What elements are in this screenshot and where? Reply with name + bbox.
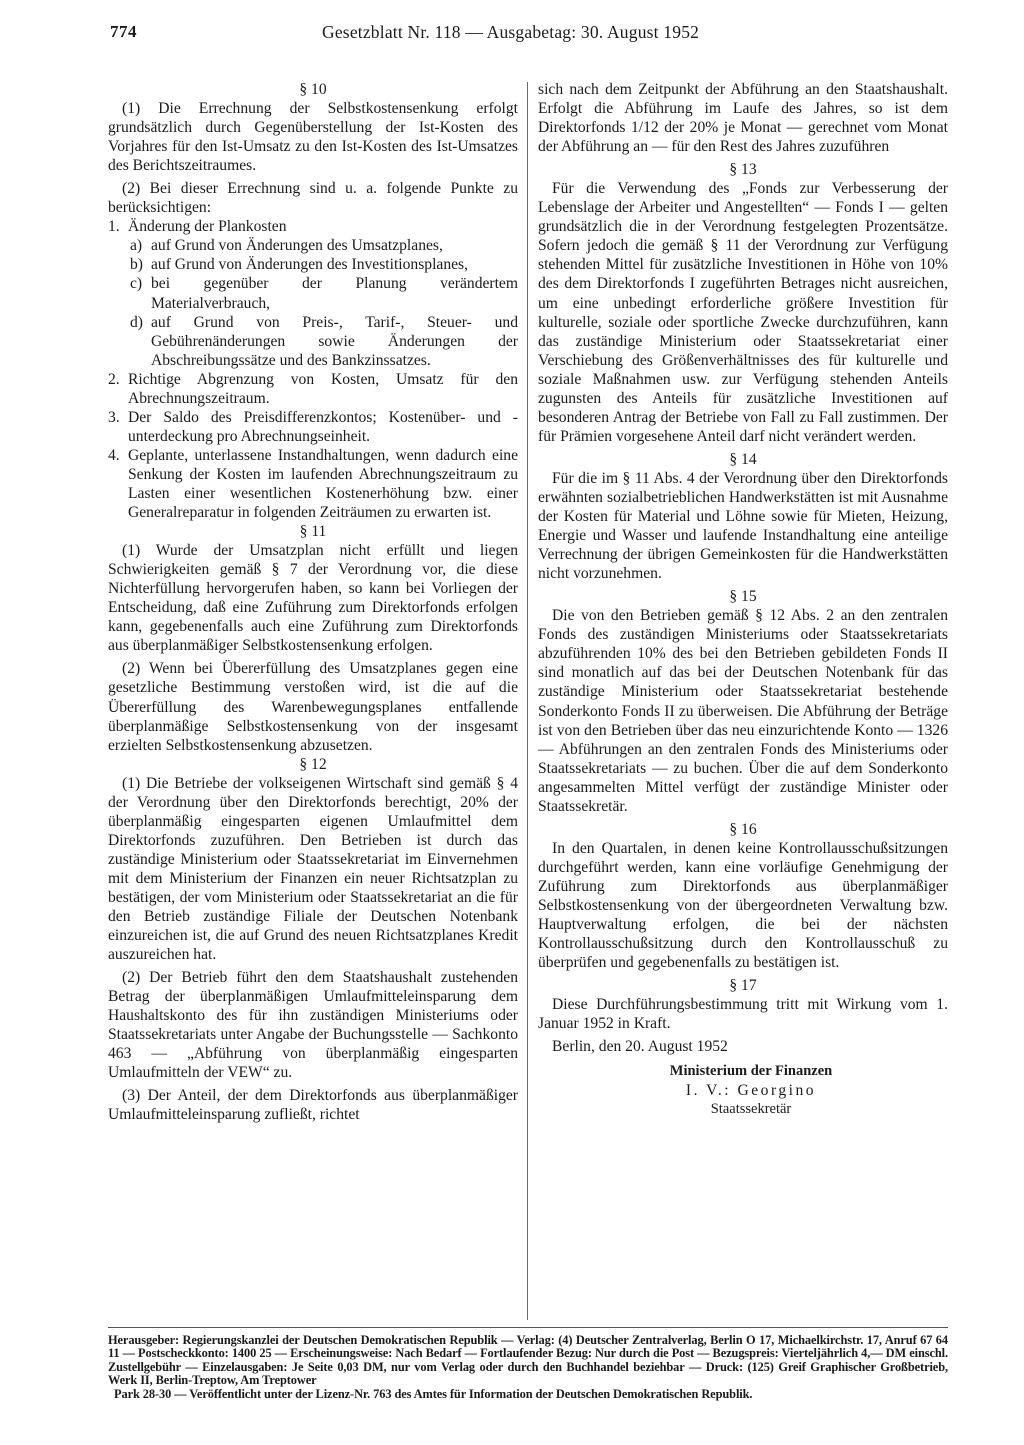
section-12-paragraph-2: (2) Der Betrieb führt den dem Staatshaushalt zustehenden Betrag der überplanmäßigen Umlaufmitteleinsparung dem Haushaltskonto des für ihn zuständigen Ministeriums oder Staatssekretariats unter Angabe der Buchungsstelle — Sachkonto 463 — „Abführung von überplanmäßig eingesparten Umlaufmitteln der VEW“ zu. xyxy=(108,969,518,1082)
list-item-number: 1. xyxy=(108,218,120,236)
list-item xyxy=(108,446,518,522)
section-10-heading: § 10 xyxy=(299,81,327,98)
right-column xyxy=(538,80,948,1119)
list-item-number: 2. xyxy=(108,370,120,388)
section-12-heading: § 12 xyxy=(299,755,327,773)
page-number: 774 xyxy=(110,22,137,41)
list-item xyxy=(108,370,518,408)
column-divider xyxy=(527,82,528,1320)
sub-list-item xyxy=(130,255,518,274)
sub-list-item-text: auf Grund von Änderungen des Umsatzplanes, xyxy=(151,237,443,255)
list-item xyxy=(108,217,518,236)
sub-list-item-text: auf Grund von Preis-, Tarif-, Steuer- und Gebührenänderungen sowie Änderungen der Abschreibungssätze und des Bankzinssatzes. xyxy=(151,313,518,369)
section-10-paragraph-1: (1) Die Errechnung der Selbstkostensenkung erfolgt grundsätzlich durch Gegenüberstellung der Ist-Kosten des Vorjahres für den Ist-Umsatz zu den Ist-Kosten des Ist-Umsatzes des Berichtszeitraumes. xyxy=(108,100,518,175)
section-17-paragraph: Diese Durchführungsbestimmung tritt mit Wirkung vom 1. Januar 1952 in Kraft. xyxy=(538,996,948,1033)
sub-list-item xyxy=(130,274,518,312)
section-12-paragraph-3: (3) Der Anteil, der dem Direktorfonds aus überplanmäßiger Umlaufmitteleinsparung zufließt, richtet xyxy=(108,1087,518,1124)
section-14-heading: § 14 xyxy=(729,450,757,468)
section-14-paragraph: Für die im § 11 Abs. 4 der Verordnung über den Direktorfonds erwähnten sozialbetrieblichen Handwerkstätten ist mit Ausnahme der Kosten für Material und Löhne sowie für Mieten, Heizung, Energie und Wasser und laufende Instandhaltung eine anteilige Verrechnung der übrigen Gemeinkosten für die Handwerkstätten nicht vorzunehmen. xyxy=(538,469,948,583)
sub-list-item-letter: b) xyxy=(130,256,143,274)
left-column xyxy=(108,80,518,1125)
list-item xyxy=(108,408,518,446)
signature-title: Staatssekretär xyxy=(710,1101,792,1118)
section-12-continuation: sich nach dem Zeitpunkt der Abführung an den Staatshaushalt. Erfolgt die Abführung im Laufe des Jahres, so ist dem Direktorfonds 1/12 der 20% je Monat — gerechnet vom Monat der Abführung an — für den Rest des Jahres zuzuführen xyxy=(538,81,948,156)
section-11-heading: § 11 xyxy=(299,523,327,541)
imprint-divider xyxy=(108,1327,948,1328)
section-11-paragraph-2: (2) Wenn bei Übererfüllung des Umsatzplanes gegen eine gesetzliche Bestimmung verstoßen wird, ist die auf die Übererfüllung des Warenbewegungsplanes entfallende überplanmäßige Selbstkostensenkung von der insgesamt erzielten Selbstkostensenkung abzusetzen. xyxy=(108,660,518,754)
imprint-text: Herausgeber: Regierungskanzlei der Deutschen Demokratischen Republik — Verlag: (4) Deutscher Zentralverlag, Berlin O 17, Michaelkirchstr. 17, Anruf 67 64 11 — Postscheckkonto: 1400 25 — Erscheinungsweise: Nach Bedarf — Fortlaufender Bezug: Nur durch die Post — Bezugspreis: Vierteljährlich 4,— DM einschl. Zustellgebühr — Einzelausgaben: Je Seite 0,03 DM, nur vom Verlag oder durch den Buchhandel beziehbar — Druck: (125) Greif Graphischer Großbetrieb, Werk II, Berlin-Treptow, Am Treptower xyxy=(108,1333,948,1388)
section-10-paragraph-2: (2) Bei dieser Errechnung sind u. a. folgende Punkte zu berücksichtigen: xyxy=(108,180,518,217)
sub-list-item xyxy=(130,313,518,370)
sub-list-item-letter: c) xyxy=(130,275,143,293)
section-16-paragraph: In den Quartalen, in denen keine Kontrollausschußsitzungen durchgeführt werden, kann eine vorläufige Genehmigung der Zuführung zum Direktorfonds aus überplanmäßiger Selbstkostensenkung von der übergeordneten Verwaltung bzw. Hauptverwaltung erfolgen, die bei der nächsten Kontrollausschußsitzung durch den Kontrollausschuß zu überprüfen und gegebenenfalls zu bestätigen ist. xyxy=(538,839,948,972)
signature-place-date: Berlin, den 20. August 1952 xyxy=(552,1038,728,1056)
imprint-last-line: Park 28-30 — Veröffentlicht unter der Lizenz-Nr. 763 des Amtes für Information der Deutschen Demokratischen Republik. xyxy=(114,1386,753,1401)
list-item-text: Geplante, unterlassene Instandhaltungen, wenn dadurch eine Senkung der Kosten im laufenden Abrechnungszeitraum zu Lasten einer wesentlichen Kostenerhöhung bzw. einer Generalreparatur in folgenden Zeiträumen zu erwarten ist. xyxy=(128,446,518,522)
section-15-paragraph: Die von den Betrieben gemäß § 12 Abs. 2 an den zentralen Fonds des zuständigen Ministeriums oder Staatssekretariats abzuführenden 10% des bei den Betrieben gebildeten Fonds II sind monatlich auf das bei der Deutschen Notenbank für das zuständige Ministerium oder Staatssekretariat bestehende Sonderkonto Fonds II zu überweisen. Die Abführung der Beträge ist von den Betrieben über das neu einzurichtende Konto — 1326 — Abführungen an den zentralen Fonds des Ministeriums oder Staatssekretariats — zu buchen. Über die auf dem Sonderkonto angesammelten Mittel verfügt der zuständige Minister oder Staatssekretär. xyxy=(538,607,948,815)
section-12-paragraph-1: (1) Die Betriebe der volkseigenen Wirtschaft sind gemäß § 4 der Verordnung über den Direktorfonds berechtigt, 20% der überplanmäßig eingesparten eigenen Umlaufmittel dem Direktorfonds zuzuführen. Den Betrieben ist durch das zuständige Ministerium oder Staatssekretariat im Einvernehmen mit dem Ministerium der Finanzen ein neuer Richtsatzplan zu bestätigen, der vom Ministerium oder Staatssekretariat an die für den Betrieb zuständige Filiale der Deutschen Notenbank einzureichen ist, die auf Grund des neuen Richtsatzplanes Kredit auszureichen hat. xyxy=(108,774,518,964)
section-17-heading: § 17 xyxy=(729,977,757,995)
imprint xyxy=(108,1334,948,1401)
list-item-number: 3. xyxy=(108,408,120,426)
section-11-paragraph-1: (1) Wurde der Umsatzplan nicht erfüllt und liegen Schwierigkeiten gemäß § 7 der Verordnung vor, die diese Nichterfüllung hervorgerufen haben, so kann bei Vorliegen der Entscheidung, daß eine Zuführung zum Direktorfonds erfolgen kann, gegebenenfalls auch eine Zuführung zum Direktorfonds aus überplanmäßiger Selbstkostensenkung erfolgen. xyxy=(108,542,518,655)
sub-list-item-letter: a) xyxy=(130,237,143,255)
section-13-paragraph: Für die Verwendung des „Fonds zur Verbesserung der Lebenslage der Arbeiter und Angestellten“ — Fonds I — gelten grundsätzlich die in der Verordnung festgelegten Prozentsätze. Sofern jedoch die gemäß § 11 der Verordnung zur Verfügung stehenden Mittel für zusätzliche Investitionen in Höhe von 10% des dem Direktorfonds I zugeführten Betrages nicht ausreichen, um eine unbedingt erforderliche größere Investition für kulturelle, soziale oder sportliche Zwecke durchzuführen, kann das zuständige Ministerium oder Staatssekretariat einer Verschiebung des Größenverhältnisses des für kulturelle und soziale Maßnahmen usw. zur Verfügung stehenden Anteils zugunsten des Anteils für zusätzliche Investitionen auf besonderen Antrag der Betriebe von Fall zu Fall zustimmen. Der für Prämien vorgesehene Anteil darf nicht verändert werden. xyxy=(538,180,948,445)
section-15-heading: § 15 xyxy=(729,588,757,606)
page-header xyxy=(110,22,950,52)
list-item-text: Richtige Abgrenzung von Kosten, Umsatz für den Abrechnungszeitraum. xyxy=(128,370,518,407)
sub-list-item xyxy=(130,236,518,255)
signature-name: I. V.: Georgino xyxy=(685,1082,817,1100)
sub-list-item-text: auf Grund von Änderungen des Investitionsplanes, xyxy=(151,256,469,274)
list-item-text: Änderung der Plankosten xyxy=(128,218,287,236)
section-16-heading: § 16 xyxy=(729,820,757,838)
sub-list-item-text: bei gegenüber der Planung verändertem Materialverbrauch, xyxy=(151,275,518,312)
sub-list-item-letter: d) xyxy=(130,313,143,331)
section-13-heading: § 13 xyxy=(729,161,757,179)
list-item-number: 4. xyxy=(108,446,120,464)
list-item-text: Der Saldo des Preisdifferenzkontos; Kostenüber- und -unterdeckung pro Abrechnungseinheit. xyxy=(128,408,518,445)
gazette-issue-title: Gesetzblatt Nr. 118 — Ausgabetag: 30. August 1952 xyxy=(322,22,700,42)
signature-organization: Ministerium der Finanzen xyxy=(669,1063,833,1080)
